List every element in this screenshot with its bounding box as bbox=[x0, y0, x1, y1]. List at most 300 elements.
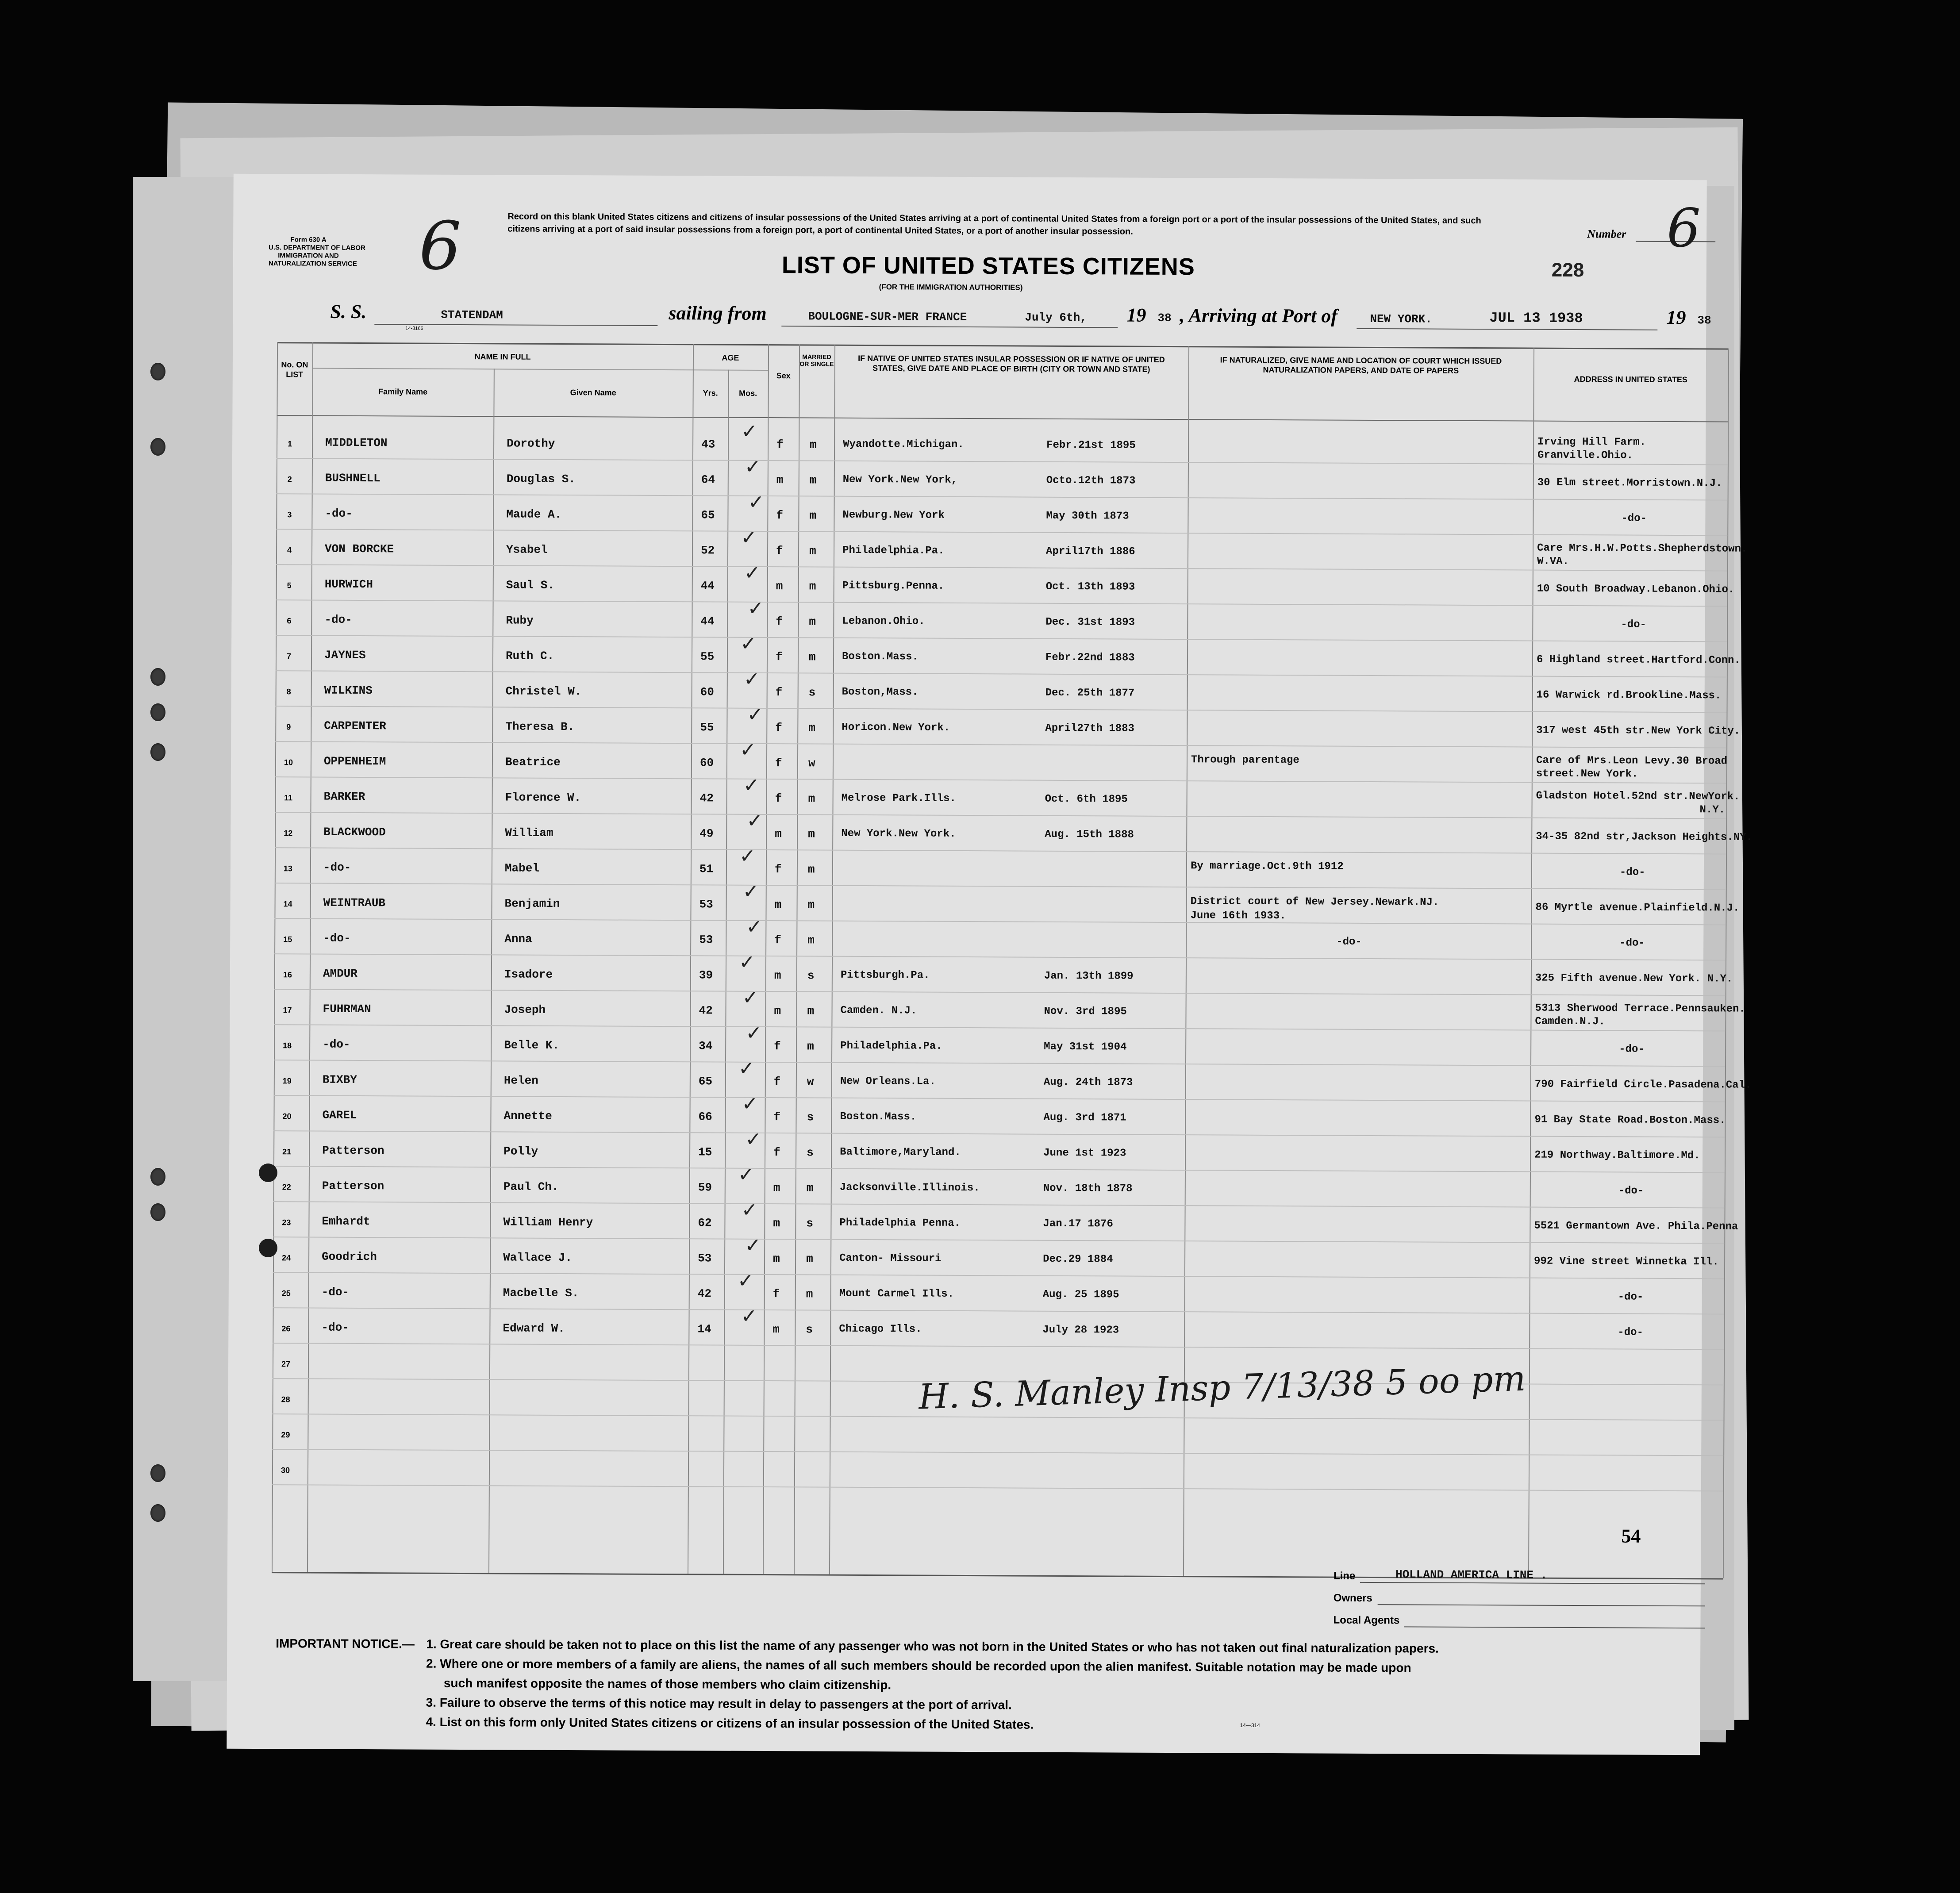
col-border bbox=[723, 370, 729, 1574]
age-cell: 15 bbox=[698, 1145, 712, 1159]
sex-cell: f bbox=[774, 863, 782, 876]
marital-status-cell: m bbox=[808, 827, 815, 841]
given-name-cell: Maude A. bbox=[506, 507, 562, 521]
family-name-cell: -do- bbox=[324, 613, 352, 626]
birth-date-cell: Aug. 24th 1873 bbox=[1043, 1076, 1133, 1089]
birthplace-cell: Chicago Ills. bbox=[839, 1323, 922, 1336]
line-label: Line bbox=[1333, 1570, 1356, 1582]
age-cell: 59 bbox=[698, 1181, 712, 1194]
line-underline bbox=[1360, 1582, 1705, 1584]
sex-cell: f bbox=[776, 544, 783, 558]
check-mark: ✓ bbox=[747, 597, 764, 620]
check-mark: ✓ bbox=[741, 526, 757, 549]
address-cell: 91 Bay State Road.Boston.Mass. bbox=[1534, 1114, 1726, 1127]
check-mark: ✓ bbox=[740, 632, 757, 655]
marital-status-cell: m bbox=[809, 615, 816, 629]
family-name-cell: Emhardt bbox=[322, 1214, 370, 1229]
sex-cell: f bbox=[773, 1110, 781, 1124]
marital-status-cell: m bbox=[808, 721, 816, 735]
address-cell: 86 Myrtle avenue.Plainfield.N.J. bbox=[1535, 901, 1740, 914]
family-name-cell: WEINTRAUB bbox=[323, 896, 386, 910]
row-rule bbox=[276, 564, 1727, 571]
arrival-port: NEW YORK. bbox=[1370, 312, 1432, 326]
row-rule bbox=[274, 918, 1726, 925]
year-prefix: 19 bbox=[1126, 304, 1146, 326]
address-cell: -do- bbox=[1618, 1291, 1644, 1303]
given-name-cell: Polly bbox=[503, 1144, 538, 1158]
arrival-year: 38 bbox=[1697, 314, 1711, 327]
birth-date-cell: Febr.21st 1895 bbox=[1046, 439, 1136, 452]
given-name-cell: Belle K. bbox=[504, 1038, 560, 1052]
birthplace-cell: Melrose Park.Ills. bbox=[841, 792, 956, 805]
family-name-cell: Goodrich bbox=[322, 1250, 377, 1264]
inspector-signature: H. S. Manley Insp 7/13/38 5 oo pm bbox=[918, 1359, 1526, 1417]
col-header-given-name: Given Name bbox=[570, 388, 616, 397]
check-mark: ✓ bbox=[745, 1128, 762, 1151]
check-mark: ✓ bbox=[743, 774, 760, 797]
check-mark: ✓ bbox=[741, 1198, 758, 1221]
important-notice-label: IMPORTANT NOTICE.— bbox=[276, 1636, 415, 1651]
given-name-cell: Florence W. bbox=[505, 791, 581, 805]
row-number: 2 bbox=[287, 475, 292, 484]
col-border bbox=[488, 369, 495, 1573]
row-number: 30 bbox=[281, 1466, 290, 1475]
sex-cell: m bbox=[772, 1323, 780, 1336]
birthplace-cell: Mount Carmel Ills. bbox=[839, 1287, 954, 1300]
stamp-number: 228 bbox=[1551, 259, 1584, 281]
check-mark: ✓ bbox=[742, 986, 759, 1009]
birthplace-cell: Pittsburgh.Pa. bbox=[840, 969, 930, 982]
row-rule bbox=[274, 1095, 1725, 1102]
col-header-birth: IF NATIVE OF UNITED STATES INSULAR POSSESSION OR IF NATIVE OF UNITED STATES, GIVE DATE AND PLACE OF BIRTH (CITY OR TOWN AND STATE) bbox=[858, 353, 1165, 374]
row-number: 8 bbox=[286, 687, 291, 696]
marital-status-cell: m bbox=[807, 933, 815, 947]
check-mark: ✓ bbox=[737, 1269, 754, 1292]
sex-cell: m bbox=[775, 827, 782, 841]
row-number: 17 bbox=[283, 1006, 292, 1015]
row-rule bbox=[273, 1236, 1724, 1244]
col-header-sex: Sex bbox=[776, 371, 791, 380]
col-border bbox=[272, 342, 278, 1572]
col-border bbox=[829, 345, 835, 1574]
row-number: 28 bbox=[281, 1395, 290, 1404]
row-rule bbox=[277, 493, 1728, 500]
birth-date-cell: Oct. 13th 1893 bbox=[1045, 580, 1135, 593]
address-cell: 790 Fairfield Circle.Pasadena.Cal. bbox=[1534, 1078, 1752, 1091]
binder-hole bbox=[150, 1504, 165, 1522]
age-cell: 39 bbox=[699, 968, 713, 982]
row-number: 19 bbox=[282, 1076, 292, 1086]
age-cell: 64 bbox=[701, 473, 715, 487]
address-cell: 219 Northway.Baltimore.Md. bbox=[1534, 1149, 1700, 1162]
col-border bbox=[688, 344, 694, 1574]
marital-status-cell: s bbox=[807, 1110, 814, 1124]
ss-label: S. S. bbox=[330, 300, 367, 323]
page-number: 54 bbox=[1621, 1525, 1641, 1547]
row-number: 22 bbox=[282, 1183, 291, 1192]
birthplace-cell: Lebanon.Ohio. bbox=[842, 615, 925, 628]
col-border bbox=[763, 344, 769, 1574]
ship-name: STATENDAM bbox=[441, 308, 503, 322]
sex-cell: f bbox=[774, 933, 781, 947]
address-cell: 6 Highland street.Hartford.Conn. bbox=[1536, 653, 1741, 667]
row-number: 15 bbox=[283, 935, 292, 944]
handwritten-number-left: 6 bbox=[419, 207, 461, 285]
age-cell: 62 bbox=[698, 1216, 712, 1230]
address-cell: N.Y. bbox=[1699, 804, 1726, 816]
sex-cell: f bbox=[775, 650, 783, 664]
form-code-top: 14-3166 bbox=[405, 326, 423, 331]
address-cell: -do- bbox=[1619, 866, 1645, 879]
arrival-underline bbox=[1357, 328, 1657, 330]
col-header-family-name: Family Name bbox=[378, 387, 428, 396]
row-number: 11 bbox=[284, 793, 293, 803]
manifest-form bbox=[227, 174, 1753, 1755]
marital-status-cell: s bbox=[808, 686, 816, 699]
sex-cell: m bbox=[774, 969, 781, 983]
row-number: 5 bbox=[287, 581, 292, 590]
marital-status-cell: m bbox=[806, 1181, 814, 1195]
marital-status-cell: m bbox=[808, 792, 815, 806]
family-name-cell: -do- bbox=[323, 1037, 350, 1051]
row-rule bbox=[274, 953, 1726, 960]
sex-cell: f bbox=[773, 1075, 781, 1089]
birthplace-cell: Philadelphia Penna. bbox=[839, 1217, 961, 1229]
sex-cell: m bbox=[776, 473, 784, 487]
marital-status-cell: m bbox=[809, 473, 817, 487]
sex-cell: f bbox=[776, 438, 784, 452]
marital-status-cell: m bbox=[806, 1287, 813, 1301]
age-cell: 42 bbox=[699, 791, 714, 805]
row-rule bbox=[275, 812, 1726, 819]
family-name-cell: BIXBY bbox=[322, 1073, 357, 1087]
sex-cell: m bbox=[773, 1217, 780, 1230]
birthplace-cell: Camden. N.J. bbox=[840, 1004, 917, 1017]
notice-item: 2. Where one or more members of a family are aliens, the names of all such members should be recorded upon the alien manifest. Suitable notation may be made upon bbox=[426, 1656, 1411, 1675]
row-number: 20 bbox=[282, 1112, 292, 1121]
given-name-cell: Douglas S. bbox=[506, 472, 576, 486]
row-rule bbox=[276, 635, 1727, 642]
marital-status-cell: s bbox=[807, 1146, 814, 1160]
col-border bbox=[1528, 348, 1534, 1578]
family-name-cell: MIDDLETON bbox=[325, 436, 388, 450]
check-mark: ✓ bbox=[738, 1163, 754, 1186]
row-rule bbox=[277, 458, 1728, 465]
birthplace-cell: Boston.Mass. bbox=[840, 1110, 917, 1123]
row-number: 6 bbox=[287, 616, 292, 626]
row-number: 24 bbox=[282, 1253, 291, 1263]
address-cell: street.New York. bbox=[1536, 768, 1638, 780]
age-cell: 43 bbox=[701, 438, 715, 451]
family-name-cell: -do- bbox=[325, 507, 353, 520]
given-name-cell: Beatrice bbox=[505, 755, 561, 769]
form-number: Form 630 A bbox=[290, 236, 327, 244]
family-name-cell: BLACKWOOD bbox=[323, 825, 386, 839]
sex-cell: f bbox=[772, 1287, 780, 1301]
birth-date-cell: Dec.29 1884 bbox=[1043, 1253, 1113, 1266]
family-name-cell: Patterson bbox=[322, 1179, 384, 1193]
birth-date-cell: Nov. 18th 1878 bbox=[1043, 1182, 1133, 1195]
address-cell: 30 Elm street.Morristown.N.J. bbox=[1537, 476, 1722, 490]
row-rule bbox=[272, 1449, 1723, 1456]
given-name-cell: Helen bbox=[503, 1074, 538, 1087]
given-name-cell: Annette bbox=[503, 1109, 552, 1123]
col-header-number: No. ON LIST bbox=[281, 360, 308, 379]
ink-dot bbox=[259, 1239, 277, 1257]
row-rule bbox=[273, 1272, 1724, 1279]
address-cell: Camden.N.J. bbox=[1535, 1015, 1605, 1028]
age-cell: 34 bbox=[699, 1039, 713, 1053]
ink-dot bbox=[259, 1163, 277, 1182]
given-name-cell: Ruby bbox=[506, 614, 534, 627]
birth-date-cell: Aug. 3rd 1871 bbox=[1043, 1111, 1126, 1124]
check-mark: ✓ bbox=[746, 1021, 762, 1044]
birth-date-cell: April27th 1883 bbox=[1045, 722, 1135, 735]
row-number: 10 bbox=[284, 758, 293, 767]
marital-status-cell: m bbox=[806, 1252, 813, 1266]
family-name-cell: OPPENHEIM bbox=[323, 754, 386, 768]
birthplace-cell: New York.New York. bbox=[841, 827, 956, 840]
col-header-naturalized: IF NATURALIZED, GIVE NAME AND LOCATION OF COURT WHICH ISSUED NATURALIZATION PAPERS, AND DATE OF PAPERS bbox=[1220, 355, 1502, 375]
family-name-cell: -do- bbox=[321, 1321, 349, 1334]
birthplace-cell: Philadelphia.Pa. bbox=[842, 544, 945, 557]
row-number: 23 bbox=[282, 1218, 291, 1227]
birthplace-cell: Canton- Missouri bbox=[839, 1252, 942, 1265]
given-name-cell: Mabel bbox=[504, 861, 540, 875]
arriving-label: , Arriving at Port of bbox=[1180, 304, 1338, 327]
naturalization-cell: Through parentage bbox=[1191, 754, 1299, 767]
row-number: 25 bbox=[281, 1289, 291, 1298]
col-header-name: NAME IN FULL bbox=[474, 352, 531, 361]
row-rule bbox=[273, 1201, 1725, 1208]
form-instructions: Record on this blank United States citizens and citizens of insular possessions of the United States arriving at a port of continental United States from a foreign port or a port of the insular possessions of the United States, and such citizens arriving at a port of said insular possessions from a foreign port, a port of continental United States, or a port of another insular possession. bbox=[507, 211, 1481, 237]
notice-item: 3. Failure to observe the terms of this notice may result in delay to passengers at the port of arrival. bbox=[426, 1695, 1012, 1712]
birth-date-cell: May 30th 1873 bbox=[1046, 510, 1129, 522]
given-name-cell: Ysabel bbox=[506, 543, 548, 557]
marital-status-cell: s bbox=[807, 969, 815, 983]
check-mark: ✓ bbox=[742, 880, 759, 903]
address-cell: -do- bbox=[1618, 1326, 1644, 1339]
age-cell: 55 bbox=[700, 721, 714, 734]
birth-date-cell: Nov. 3rd 1895 bbox=[1044, 1005, 1127, 1018]
family-name-cell: BARKER bbox=[323, 790, 365, 804]
age-cell: 60 bbox=[699, 756, 714, 770]
binder-hole bbox=[150, 1203, 165, 1221]
col-header-months: Mos. bbox=[739, 388, 757, 398]
row-number: 13 bbox=[283, 864, 292, 873]
steamship-line: HOLLAND AMERICA LINE . bbox=[1395, 1568, 1548, 1582]
age-cell: 53 bbox=[699, 898, 713, 911]
birth-date-cell: Dec. 31st 1893 bbox=[1045, 616, 1135, 629]
birthplace-cell: Pittsburg.Penna. bbox=[842, 580, 945, 592]
check-mark: ✓ bbox=[742, 1092, 758, 1115]
address-cell: -do- bbox=[1621, 618, 1647, 631]
birthplace-cell: Newburg.New York bbox=[842, 509, 945, 522]
sex-cell: m bbox=[773, 1252, 780, 1266]
row-number: 1 bbox=[288, 439, 292, 449]
check-mark: ✓ bbox=[745, 1234, 761, 1257]
check-mark: ✓ bbox=[739, 738, 757, 761]
row-rule bbox=[275, 776, 1726, 783]
departure-date: July 6th, bbox=[1025, 311, 1087, 325]
marital-status-cell: w bbox=[807, 1075, 814, 1089]
col-header-years: Yrs. bbox=[703, 388, 718, 398]
given-name-cell: Edward W. bbox=[503, 1321, 565, 1336]
row-rule bbox=[273, 1166, 1725, 1173]
sex-cell: f bbox=[775, 721, 783, 735]
row-number: 7 bbox=[286, 652, 292, 661]
birth-date-cell: Octo.12th 1873 bbox=[1046, 474, 1136, 487]
check-mark: ✓ bbox=[738, 951, 756, 974]
notice-item: 4. List on this form only United States citizens or citizens of an insular possession of the United States. bbox=[426, 1715, 1034, 1732]
naturalization-cell: June 16th 1933. bbox=[1190, 910, 1286, 922]
family-name-cell: -do- bbox=[321, 1285, 350, 1299]
family-name-cell: BUSHNELL bbox=[325, 471, 380, 485]
check-mark: ✓ bbox=[746, 915, 763, 938]
arrival-date-stamp: JUL 13 1938 bbox=[1489, 310, 1583, 327]
age-cell: 42 bbox=[699, 1004, 713, 1018]
naturalization-cell: By marriage.Oct.9th 1912 bbox=[1190, 860, 1344, 873]
address-cell: 10 South Broadway.Lebanon.Ohio. bbox=[1537, 583, 1735, 596]
age-cell: 60 bbox=[700, 685, 714, 699]
marital-status-cell: s bbox=[806, 1323, 813, 1336]
birthplace-cell: Horicon.New York. bbox=[842, 721, 950, 734]
given-name-cell: Saul S. bbox=[506, 578, 555, 592]
address-cell: Granville.Ohio. bbox=[1537, 449, 1633, 462]
sex-cell: m bbox=[774, 1004, 781, 1018]
year-prefix: 19 bbox=[1666, 306, 1686, 329]
notice-item: 1. Great care should be taken not to place on this list the name of any passenger who was not born in the United States or who has not taken out final naturalization papers. bbox=[426, 1637, 1439, 1655]
row-number: 18 bbox=[283, 1041, 292, 1050]
address-cell: 992 Vine street Winnetka Ill. bbox=[1534, 1255, 1719, 1268]
given-name-cell: William bbox=[505, 826, 553, 840]
family-name-cell: VON BORCKE bbox=[325, 542, 394, 556]
check-mark: ✓ bbox=[744, 455, 761, 478]
address-cell: -do- bbox=[1619, 937, 1645, 949]
birth-date-cell: June 1st 1923 bbox=[1043, 1147, 1126, 1160]
address-cell: 16 Warwick rd.Brookline.Mass. bbox=[1536, 689, 1722, 702]
row-rule bbox=[276, 599, 1727, 607]
family-name-cell: CARPENTER bbox=[324, 719, 386, 733]
family-name-cell: -do- bbox=[323, 931, 351, 945]
row-rule bbox=[275, 741, 1726, 748]
row-number: 21 bbox=[282, 1147, 292, 1156]
given-name-cell: Dorothy bbox=[507, 437, 555, 450]
row-rule bbox=[274, 1060, 1725, 1067]
birthplace-cell: Jacksonville.Illinois. bbox=[839, 1181, 980, 1194]
given-name-cell: Ruth C. bbox=[505, 649, 554, 663]
marital-status-cell: m bbox=[807, 898, 815, 912]
birth-date-cell: May 31st 1904 bbox=[1044, 1041, 1127, 1053]
address-cell: -do- bbox=[1621, 512, 1647, 525]
birthplace-cell: Boston.Mass. bbox=[842, 650, 919, 663]
sex-cell: f bbox=[774, 1040, 781, 1053]
age-cell: 44 bbox=[700, 614, 715, 628]
given-name-cell: Theresa B. bbox=[505, 720, 575, 734]
row-rule bbox=[275, 883, 1726, 890]
local-agents-label: Local Agents bbox=[1333, 1614, 1400, 1627]
check-mark: ✓ bbox=[741, 420, 758, 443]
binder-hole bbox=[150, 668, 165, 686]
sex-cell: f bbox=[775, 756, 782, 770]
address-cell: Irving Hill Farm. bbox=[1537, 436, 1646, 449]
marital-status-cell: w bbox=[808, 756, 815, 770]
family-name-cell: -do- bbox=[323, 860, 351, 874]
sex-cell: m bbox=[776, 580, 783, 593]
sex-cell: f bbox=[776, 509, 784, 522]
row-rule bbox=[276, 670, 1727, 677]
col-header-marital: MARRIED OR SINGLE bbox=[799, 353, 834, 368]
given-name-cell: William Henry bbox=[503, 1215, 593, 1229]
birth-date-cell: Febr.22nd 1883 bbox=[1045, 651, 1135, 664]
check-mark: ✓ bbox=[744, 561, 761, 584]
age-cell: 42 bbox=[697, 1287, 712, 1301]
check-mark: ✓ bbox=[738, 1057, 755, 1080]
birthplace-cell: Boston,Mass. bbox=[842, 686, 919, 699]
given-name-cell: Wallace J. bbox=[503, 1251, 573, 1265]
birth-date-cell: April17th 1886 bbox=[1046, 545, 1135, 558]
address-cell: 5313 Sherwood Terrace.Pennsauken. bbox=[1535, 1002, 1745, 1015]
row-number: 16 bbox=[283, 970, 292, 979]
birth-date-cell: Jan. 13th 1899 bbox=[1044, 970, 1134, 983]
marital-status-cell: m bbox=[810, 438, 817, 452]
background-sheet bbox=[133, 177, 239, 1681]
age-cell: 53 bbox=[699, 933, 713, 947]
table-border bbox=[277, 342, 1728, 349]
binder-hole bbox=[150, 743, 165, 761]
row-rule bbox=[273, 1343, 1724, 1350]
marital-status-cell: m bbox=[809, 509, 817, 522]
row-rule bbox=[276, 706, 1727, 713]
family-name-cell: FUHRMAN bbox=[323, 1002, 371, 1016]
birth-date-cell: Dec. 25th 1877 bbox=[1045, 687, 1135, 699]
birth-date-cell: Oct. 6th 1895 bbox=[1045, 793, 1128, 806]
birth-date-cell: Jan.17 1876 bbox=[1043, 1217, 1113, 1230]
form-code-bottom: 14—314 bbox=[1240, 1722, 1260, 1728]
row-rule bbox=[275, 847, 1726, 854]
sex-cell: m bbox=[774, 898, 782, 912]
address-cell: W.VA. bbox=[1537, 555, 1569, 568]
address-cell: -do- bbox=[1619, 1043, 1645, 1056]
agents-underline bbox=[1404, 1626, 1705, 1628]
marital-status-cell: m bbox=[809, 544, 816, 558]
address-cell: -do- bbox=[1618, 1185, 1644, 1197]
sex-cell: m bbox=[773, 1181, 780, 1195]
sex-cell: f bbox=[775, 686, 783, 699]
age-cell: 65 bbox=[698, 1075, 713, 1088]
sex-cell: f bbox=[776, 615, 783, 629]
marital-status-cell: m bbox=[807, 863, 815, 876]
row-rule bbox=[274, 989, 1726, 996]
age-cell: 65 bbox=[701, 508, 715, 522]
address-cell: Care Mrs.H.W.Potts.Shepherdstown. bbox=[1537, 542, 1748, 555]
service-label: NATURALIZATION SERVICE bbox=[268, 260, 357, 268]
age-cell: 55 bbox=[700, 650, 715, 664]
age-cell: 52 bbox=[701, 544, 715, 557]
check-mark: ✓ bbox=[746, 809, 763, 832]
sailing-from-label: sailing from bbox=[669, 302, 767, 325]
check-mark: ✓ bbox=[747, 703, 764, 726]
row-rule bbox=[273, 1307, 1724, 1314]
owners-underline bbox=[1378, 1604, 1705, 1606]
form-block bbox=[268, 236, 365, 268]
birth-date-cell: July 28 1923 bbox=[1042, 1324, 1119, 1336]
binder-hole bbox=[150, 1168, 165, 1186]
check-mark: ✓ bbox=[748, 491, 765, 514]
family-name-cell: Patterson bbox=[322, 1144, 384, 1158]
birthplace-cell: Wyandotte.Michigan. bbox=[843, 438, 964, 451]
binder-hole bbox=[150, 1464, 165, 1482]
